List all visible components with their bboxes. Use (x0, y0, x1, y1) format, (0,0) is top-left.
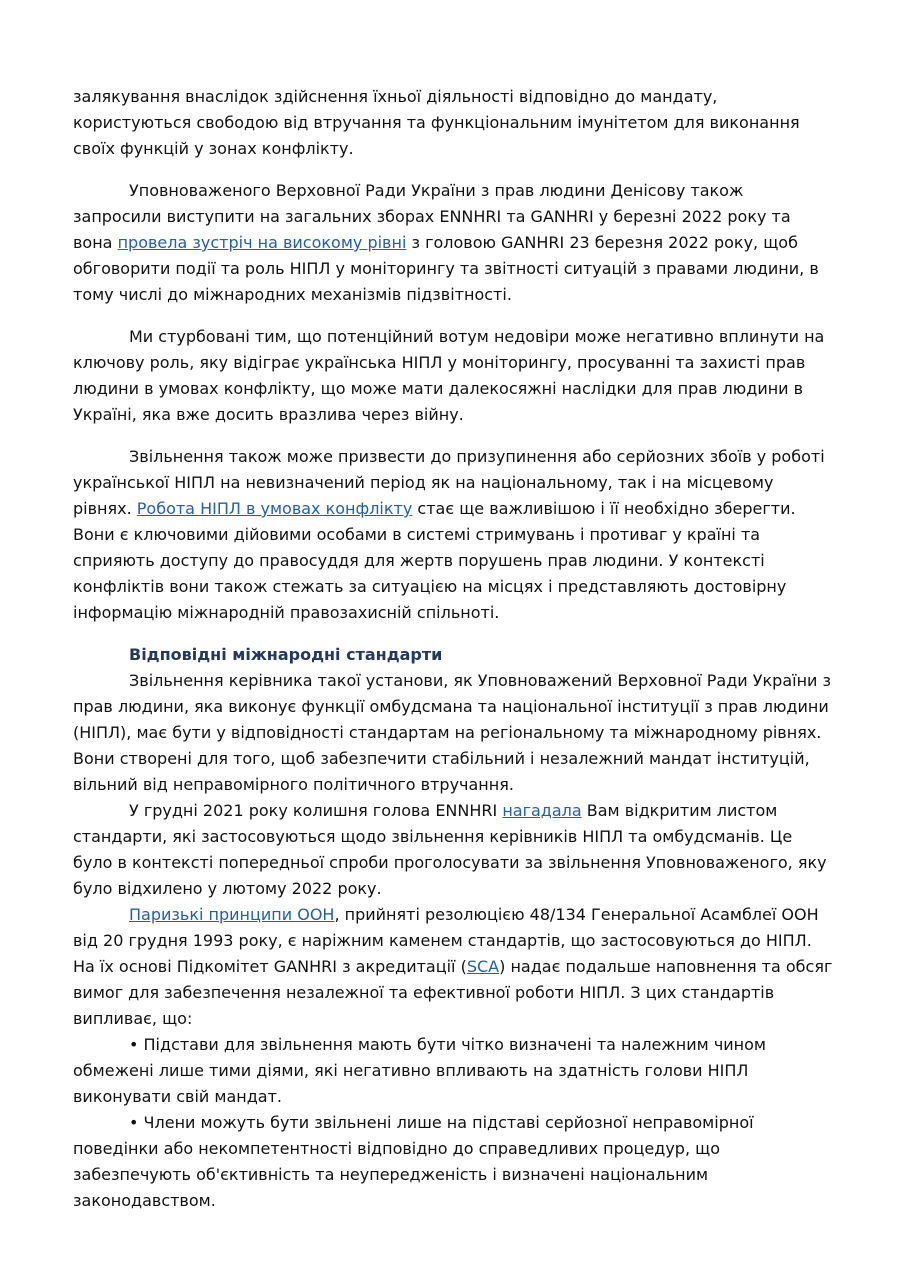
paragraph-text: з головою GANHRI 23 березня 2022 року, щоб обговорити події та роль НІПЛ у моніторингу та звітності ситуацій з правами людини, в тому числі до міжнародних механізмів підзвітності. (73, 233, 819, 304)
link-high-level-meeting[interactable]: провела зустріч на високому рівні (117, 233, 407, 252)
paragraph-standards: Звільнення керівника такої установи, як Уповноважений Верховної Ради України з прав людини, яка виконує функції омбудсмана та національної інституції з прав людини (НІПЛ), має бути у відповідності стандартам на регіональному та міжнародному рівнях. Вони створені для того, щоб забезпечити стабільний і незалежний мандат інституцій, вільний від неправомірного політичного втручання. (73, 671, 832, 794)
link-reminded[interactable]: нагадала (502, 801, 582, 820)
paragraph-ennhri-letter (73, 798, 833, 902)
paragraph-text: ) надає подальше наповнення та обсяг вимог для забезпечення незалежної та ефективної роботи НІПЛ. З цих стандартів випливає, що: (73, 957, 833, 1028)
section-heading: Відповідні міжнародні стандарти (129, 645, 443, 664)
link-sca[interactable]: SCA (466, 957, 500, 976)
link-paris-principles[interactable]: Паризькі принципи ООН (129, 905, 335, 924)
bullet-item-members: • Члени можуть бути звільнені лише на підставі серйозної неправомірної поведінки або некомпетентності відповідно до справедливих процедур, що забезпечують об'єктивність та неупередженість і визначені національним законодавством. (73, 1113, 754, 1210)
paragraph-text: стає ще важливішою і її необхідно зберегти. Вони є ключовими дійовими особами в системі стримувань і противаг у країні та сприяють доступу до правосуддя для жертв порушень прав людини. У контексті конфліктів вони також стежать за ситуацією на місцях і представляють достовірну інформацію міжнародній правозахисній спільноті. (73, 499, 796, 622)
bullet-item-grounds: • Підстави для звільнення мають бути чітко визначені та належним чином обмежені лише тими діями, які негативно впливають на здатність голови НІПЛ виконувати свій мандат. (73, 1035, 766, 1106)
paragraph-concern: Ми стурбовані тим, що потенційний вотум недовіри може негативно вплинути на ключову роль, яку відіграє українська НІПЛ у моніторингу, просуванні та захисті прав людини в умовах конфлікту, що може мати далекосяжні наслідки для прав людини в Україні, яка вже досить вразлива через війну. (73, 327, 825, 424)
paragraph-text: Вам відкритим листом стандарти, які застосовуються щодо звільнення керівників НІПЛ та омбудсманів. Це було в контексті попередньої спроби проголосувати за звільнення Уповноваженого, яку було відхилено у лютому 2022 року. (73, 801, 827, 898)
link-nhri-conflict-work[interactable]: Робота НІПЛ в умовах конфлікту (136, 499, 413, 518)
paragraph-text: Звільнення також може призвести до призупинення або серйозних збоїв у роботі української НІПЛ на невизначений період як на національному, так і на місцевому рівнях. (73, 447, 825, 518)
paragraph-denisova-meeting (73, 178, 833, 308)
paragraph-dismissal-impact (73, 444, 833, 626)
paragraph-text: , прийняті резолюцією 48/134 Генеральної Асамблеї ООН від 20 грудня 1993 року, є наріжним каменем стандартів, що застосовуються до НІПЛ. На їх основі Підкомітет GANHRI з акредитації ( (73, 905, 819, 976)
document-page (73, 84, 833, 1214)
paragraph-text: Уповноваженого Верховної Ради України з прав людини Денісову також запросили виступити на загальних зборах ENNHRI та GANHRI у березні 2022 року та вона (73, 181, 791, 252)
paragraph-continuation: залякування внаслідок здійснення їхньої діяльності відповідно до мандату, користуються свободою від втручання та функціональним імунітетом для виконання своїх функцій у зонах конфлікту. (73, 87, 800, 158)
paragraph-paris-principles (73, 902, 833, 1032)
paragraph-text: У грудні 2021 року колишня голова ENNHRI (129, 801, 503, 820)
